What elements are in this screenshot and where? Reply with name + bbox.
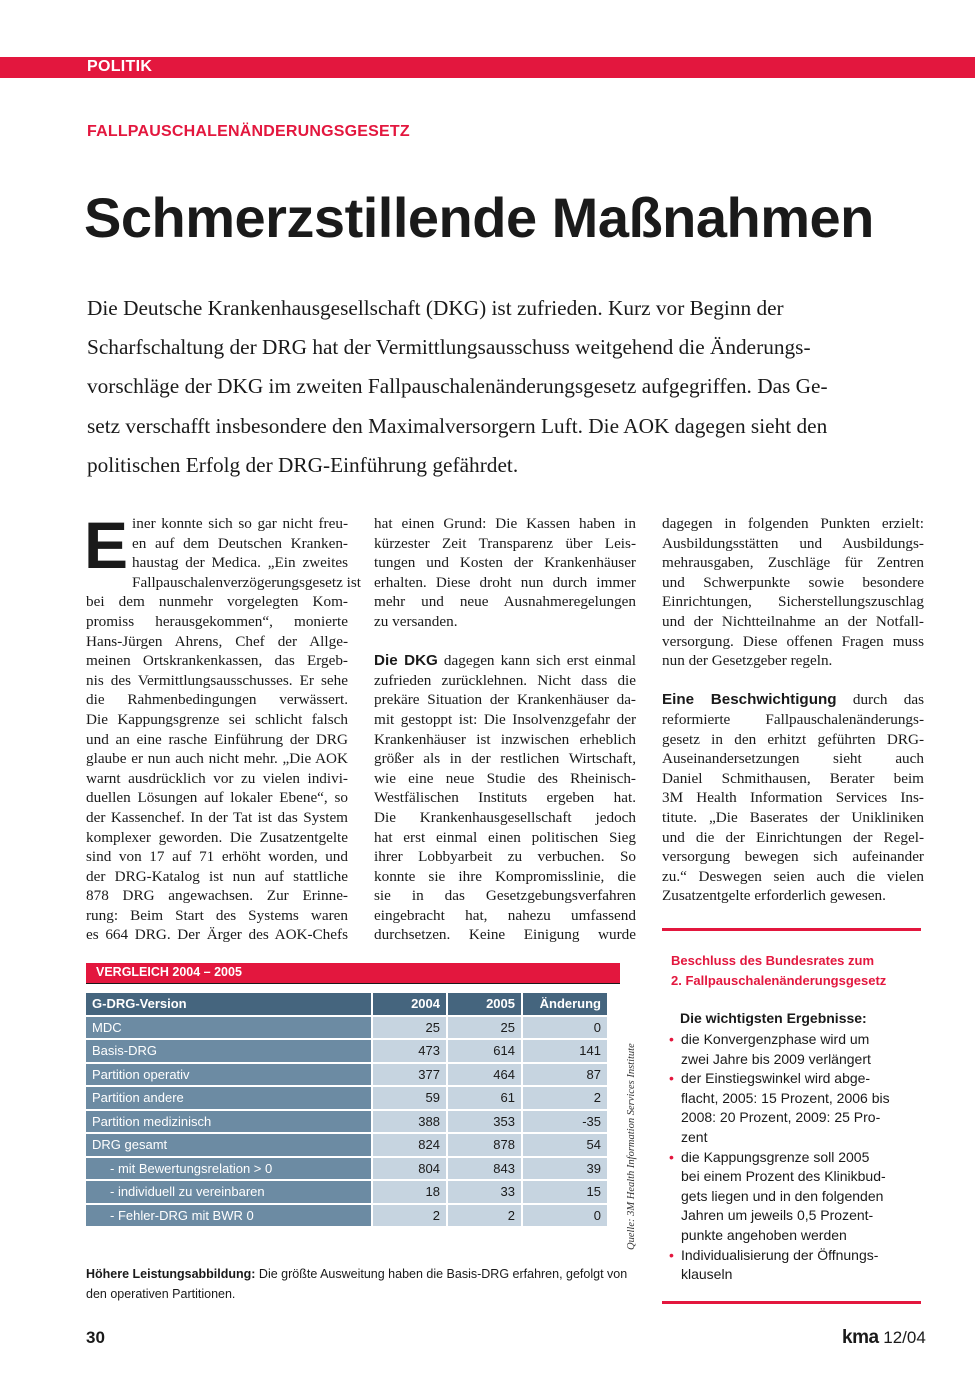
body-line: zu.“ Deswegen seien auch die vielen — [662, 867, 924, 885]
run-in-heading: Die DKG — [374, 652, 438, 670]
body-line: zufrieden zurücklehnen. Nicht dass die — [374, 671, 636, 689]
table-row — [86, 1017, 609, 1041]
list-item — [667, 1030, 890, 1050]
list-item-text: die Kappungsgrenze soll 2005 — [681, 1148, 870, 1165]
table-row — [86, 1205, 609, 1229]
body-line: reformierte Fallpauschalenänderungs- — [662, 710, 924, 728]
body-line: erhalten. Diese droht nun durch immer — [374, 573, 636, 591]
list-item-text: Individualisierung der Öffnungs- — [681, 1246, 879, 1263]
body-line: eingebracht hat, nahezu umfassend — [374, 906, 636, 924]
table-row — [86, 1158, 609, 1182]
table-cell: 33 — [448, 1181, 523, 1205]
body-line: gesetz in den erhitzt geführten DRG- — [662, 730, 924, 748]
body-line: Auseinandersetzungen sieht auch — [662, 750, 924, 768]
list-item-text: die Konvergenzphase wird um — [681, 1031, 870, 1047]
row-label: Partition medizinisch — [86, 1111, 373, 1135]
table-cell: 0 — [523, 1205, 609, 1229]
run-in-heading: Eine Beschwichtigung — [662, 691, 837, 709]
body-line: Daniel Schmithausen, Berater beim — [662, 769, 924, 787]
table-row — [86, 1111, 609, 1135]
body-line: der Kassenchef. In der Tat ist das System — [86, 808, 348, 826]
list-item-text: zwei Jahre bis 2009 verlängert — [681, 1050, 871, 1067]
table-caption — [86, 1265, 646, 1304]
table-cell: 0 — [523, 1017, 609, 1041]
row-label: Basis-DRG — [86, 1040, 373, 1064]
table-cell: 18 — [373, 1181, 448, 1205]
list-item-continuation — [667, 1187, 890, 1207]
list-item-continuation — [667, 1108, 890, 1128]
lead-line: Die Deutsche Krankenhausgesellschaft (DKG) ist zufrieden. Kurz vor Beginn der — [87, 296, 784, 320]
row-label: - mit Bewertungsrelation > 0 — [86, 1158, 373, 1182]
table-row — [86, 1087, 609, 1111]
table-cell: 464 — [448, 1064, 523, 1088]
list-item — [667, 1246, 890, 1266]
body-line: kürzester Zeit Transparenz über Leis- — [374, 534, 636, 552]
info-box-title-line: Beschluss des Bundesrates zum — [671, 953, 875, 968]
table-cell: 87 — [523, 1064, 609, 1088]
body-line: versorgung bewegen sich aufeinander — [662, 848, 924, 866]
body-line: titute. „Die Baserates der Unikliniken — [662, 808, 924, 826]
paragraph-first-line — [662, 690, 924, 710]
column-header: G-DRG-Version — [86, 993, 373, 1017]
table-cell: 39 — [523, 1158, 609, 1182]
article-column-2 — [374, 514, 636, 945]
body-line: größer als in der restlichen Wirtschaft, — [374, 750, 636, 768]
table-cell: 2 — [523, 1087, 609, 1111]
list-item-continuation — [667, 1050, 890, 1070]
column-header: 2004 — [373, 993, 448, 1017]
body-line: 3M Health Information Services Ins- — [662, 789, 924, 807]
body-line: mehr und neue Ausnahmeregelungen — [374, 593, 636, 611]
lead-line: politischen Erfolg der DRG-Einführung gefährdet. — [87, 452, 519, 477]
caption-text: Die größte Ausweitung haben die Basis-DRG erfahren, gefolgt von den operativen Partitionen. — [86, 1267, 628, 1301]
drop-cap: E — [84, 508, 129, 582]
table-cell: 353 — [448, 1111, 523, 1135]
table-row — [86, 1181, 609, 1205]
body-line: en auf dem Deutschen Kranken- — [132, 534, 348, 552]
section-bar — [0, 57, 975, 78]
list-item-text: punkte angehoben werden — [681, 1226, 847, 1243]
list-item-continuation — [667, 1206, 890, 1226]
body-line: komplexer geworden. Die Zusatzentgelte — [86, 828, 348, 846]
body-line: ihrer Lobbyarbeit zu verbuchen. So — [374, 848, 636, 866]
table-cell: 388 — [373, 1111, 448, 1135]
body-line: glaube er nun auch nicht mehr. „Die AOK — [86, 750, 348, 768]
row-label: - Fehler-DRG mit BWR 0 — [86, 1205, 373, 1229]
table-cell: 2 — [448, 1205, 523, 1229]
section-label: POLITIK — [87, 58, 153, 75]
body-line: rung: Beim Start des Systems waren — [86, 906, 348, 924]
body-line: bei dem nunmehr vorgelegten Kom- — [86, 593, 348, 611]
row-label: Partition operativ — [86, 1064, 373, 1088]
list-item-continuation — [667, 1265, 890, 1285]
bullet-icon: • — [669, 1148, 674, 1165]
list-item-text: der Einstiegswinkel wird abge- — [681, 1070, 871, 1087]
list-item-text: flacht, 2005: 15 Prozent, 2006 bis — [681, 1089, 890, 1106]
body-line: mehrausgaben, Zuschläge für Zentren — [662, 554, 924, 572]
table-cell: 54 — [523, 1134, 609, 1158]
table-row — [86, 1040, 609, 1064]
body-line: Ausbildungsstätten und Ausbildungs- — [662, 534, 924, 552]
body-line: haustag der Medica. „Ein zweites — [132, 554, 348, 572]
body-line: Zusatzentgelte erforderlich gewesen. — [662, 887, 886, 905]
body-line: nun der Gesetzgeber regeln. — [662, 652, 833, 670]
table-cell: -35 — [523, 1111, 609, 1135]
body-line: Die Krankenhausgesellschaft jedoch — [374, 808, 636, 826]
list-item-text: bei einem Prozent des Klinikbud- — [681, 1168, 886, 1185]
body-line: und an eine rasche Einführung der DRG — [86, 730, 348, 748]
lead-line: Scharfschaltung der DRG hat der Vermittlungsausschuss weitgehend die Änderungs- — [87, 335, 811, 360]
body-line: Hans-Jürgen Ahrens, Chef der Allge- — [86, 632, 348, 650]
table-row — [86, 1134, 609, 1158]
body-text: durch das — [836, 691, 924, 709]
page-number: 30 — [86, 1328, 105, 1347]
list-item-text: 2008: 20 Prozent, 2009: 25 Pro- — [681, 1109, 881, 1126]
bullet-icon: • — [669, 1246, 674, 1263]
body-text: dagegen kann sich erst einmal — [437, 652, 637, 670]
column-header: Änderung — [523, 993, 609, 1017]
lead-line: setz verschafft insbesondere den Maximalversorgern Luft. Die AOK dagegen sieht den — [87, 413, 828, 438]
comparison-table — [86, 993, 609, 1228]
table-title: VERGLEICH 2004 – 2005 — [96, 965, 242, 979]
info-box-title — [671, 951, 886, 991]
body-line: tungen und Kosten der Krankenhäuser — [374, 554, 636, 572]
body-line: wie eine neue Studie des Rheinisch- — [374, 769, 636, 787]
info-box-subtitle: Die wichtigsten Ergebnisse: — [680, 1010, 867, 1026]
table-cell: 473 — [373, 1040, 448, 1064]
bullet-icon: • — [669, 1070, 674, 1087]
body-line: iner konnte sich so gar nicht freu- — [132, 515, 348, 532]
list-item-continuation — [667, 1128, 890, 1148]
body-line: nis des Vermittlungsausschusses. Er sehe — [86, 671, 348, 689]
body-line: promiss herausgekommen“, monierte — [86, 612, 348, 630]
body-line: zu versanden. — [374, 612, 458, 630]
brand-logo: kma — [842, 1327, 879, 1348]
table-cell: 25 — [373, 1017, 448, 1041]
body-line: sie in das Gesetzgebungsverfahren — [374, 887, 636, 905]
body-line: hat erst einmal einen politischen Sieg — [374, 828, 636, 846]
body-line: hat einen Grund: Die Kassen haben in — [374, 515, 636, 532]
body-line: meinen Ortskrankenkassen, das Ergeb- — [86, 652, 348, 670]
body-line: Krankenhäuser ist inzwischen erheblich — [374, 730, 636, 748]
list-item-continuation — [667, 1089, 890, 1109]
body-line: durchsetzen. Keine Einigung wurde — [374, 926, 636, 944]
body-line: konnte sie ihre Kompromisslinie, die — [374, 867, 636, 885]
table-header-row — [86, 993, 609, 1017]
info-box — [662, 928, 921, 1283]
lead-paragraph — [87, 289, 917, 485]
body-line: warnt ausdrücklich vor zu vielen indivi- — [86, 769, 348, 787]
body-line: der DRG-Katalog ist nun auf stattliche — [86, 867, 348, 885]
body-line: Einrichtungen, Sicherstellungszuschlag — [662, 593, 924, 611]
bullet-icon: • — [669, 1031, 674, 1047]
table-cell: 141 — [523, 1040, 609, 1064]
list-item — [667, 1148, 890, 1168]
table-cell: 878 — [448, 1134, 523, 1158]
row-label: Partition andere — [86, 1087, 373, 1111]
body-line: dagegen in folgenden Punkten erzielt: — [662, 515, 924, 532]
row-label: - individuell zu vereinbaren — [86, 1181, 373, 1205]
list-item-text: klauseln — [681, 1266, 733, 1283]
body-line: und die der Einrichtungen der Regel- — [662, 828, 924, 846]
article-column-3 — [662, 514, 924, 906]
magazine-brand — [842, 1327, 926, 1349]
headline: Schmerzstillende Maßnahmen — [84, 186, 874, 249]
body-line: die Rahmenbedingungen verwässert. — [86, 691, 348, 709]
table-row — [86, 1064, 609, 1088]
body-line: 878 DRG angewachsen. Zur Erinne- — [86, 887, 348, 905]
body-line: mit gestoppt ist: Die Insolvenzgefahr der — [374, 710, 636, 728]
body-line: versorgung. Diese offenen Fragen muss — [662, 632, 924, 650]
info-box-list — [667, 1030, 890, 1285]
list-item-text: Jahren um jeweils 0,5 Prozent- — [681, 1207, 874, 1224]
row-label: MDC — [86, 1017, 373, 1041]
lead-line: vorschläge der DKG im zweiten Fallpauschalenänderungsgesetz aufgegriffen. Das Ge- — [87, 374, 828, 399]
table-source: Quelle: 3M Health Information Services Institute — [626, 1043, 637, 1250]
table-cell: 614 — [448, 1040, 523, 1064]
table-cell: 377 — [373, 1064, 448, 1088]
list-item-text: gets liegen und in den folgenden — [681, 1187, 884, 1204]
info-box-title-line: 2. Fallpauschalenänderungsgesetz — [671, 973, 887, 988]
list-item — [667, 1069, 890, 1089]
info-box-bottom-rule — [662, 1301, 921, 1304]
paragraph-first-line — [374, 651, 636, 671]
issue-number: 12/04 — [883, 1328, 926, 1347]
table-cell: 804 — [373, 1158, 448, 1182]
table-cell: 824 — [373, 1134, 448, 1158]
body-line: und Schwerpunkte sowie besondere — [662, 573, 924, 591]
body-line: Fallpauschalenverzögerungsgesetz ist — [132, 573, 362, 591]
table-cell: 25 — [448, 1017, 523, 1041]
body-line: duellen Lösungen auf lokaler Ebene“, so — [86, 789, 348, 807]
kicker: FALLPAUSCHALENÄNDERUNGSGESETZ — [87, 123, 410, 140]
body-line: Westfälischen Instituts ergeben hat. — [374, 789, 636, 807]
table-cell: 15 — [523, 1181, 609, 1205]
table-cell: 59 — [373, 1087, 448, 1111]
list-item-continuation — [667, 1167, 890, 1187]
table-cell: 2 — [373, 1205, 448, 1229]
body-line: prekäre Situation der Krankenhäuser da- — [374, 691, 636, 709]
body-line: es 664 DRG. Der Ärger des AOK-Chefs — [86, 926, 348, 944]
article-column-1 — [84, 508, 362, 945]
column-header: 2005 — [448, 993, 523, 1017]
caption-heading: Höhere Leistungsabbildung: — [86, 1267, 256, 1281]
table-cell: 843 — [448, 1158, 523, 1182]
table-title-bar — [86, 963, 620, 984]
list-item-continuation — [667, 1226, 890, 1246]
list-item-text: zent — [681, 1128, 708, 1145]
table-cell: 61 — [448, 1087, 523, 1111]
body-line: sind von 17 auf 71 erhöht worden, und — [86, 848, 348, 866]
row-label: DRG gesamt — [86, 1134, 373, 1158]
body-line: und der Nichtteilnahme an der Notfall- — [662, 612, 924, 630]
body-line: Die Kappungsgrenze sei schlicht falsch — [86, 710, 348, 728]
